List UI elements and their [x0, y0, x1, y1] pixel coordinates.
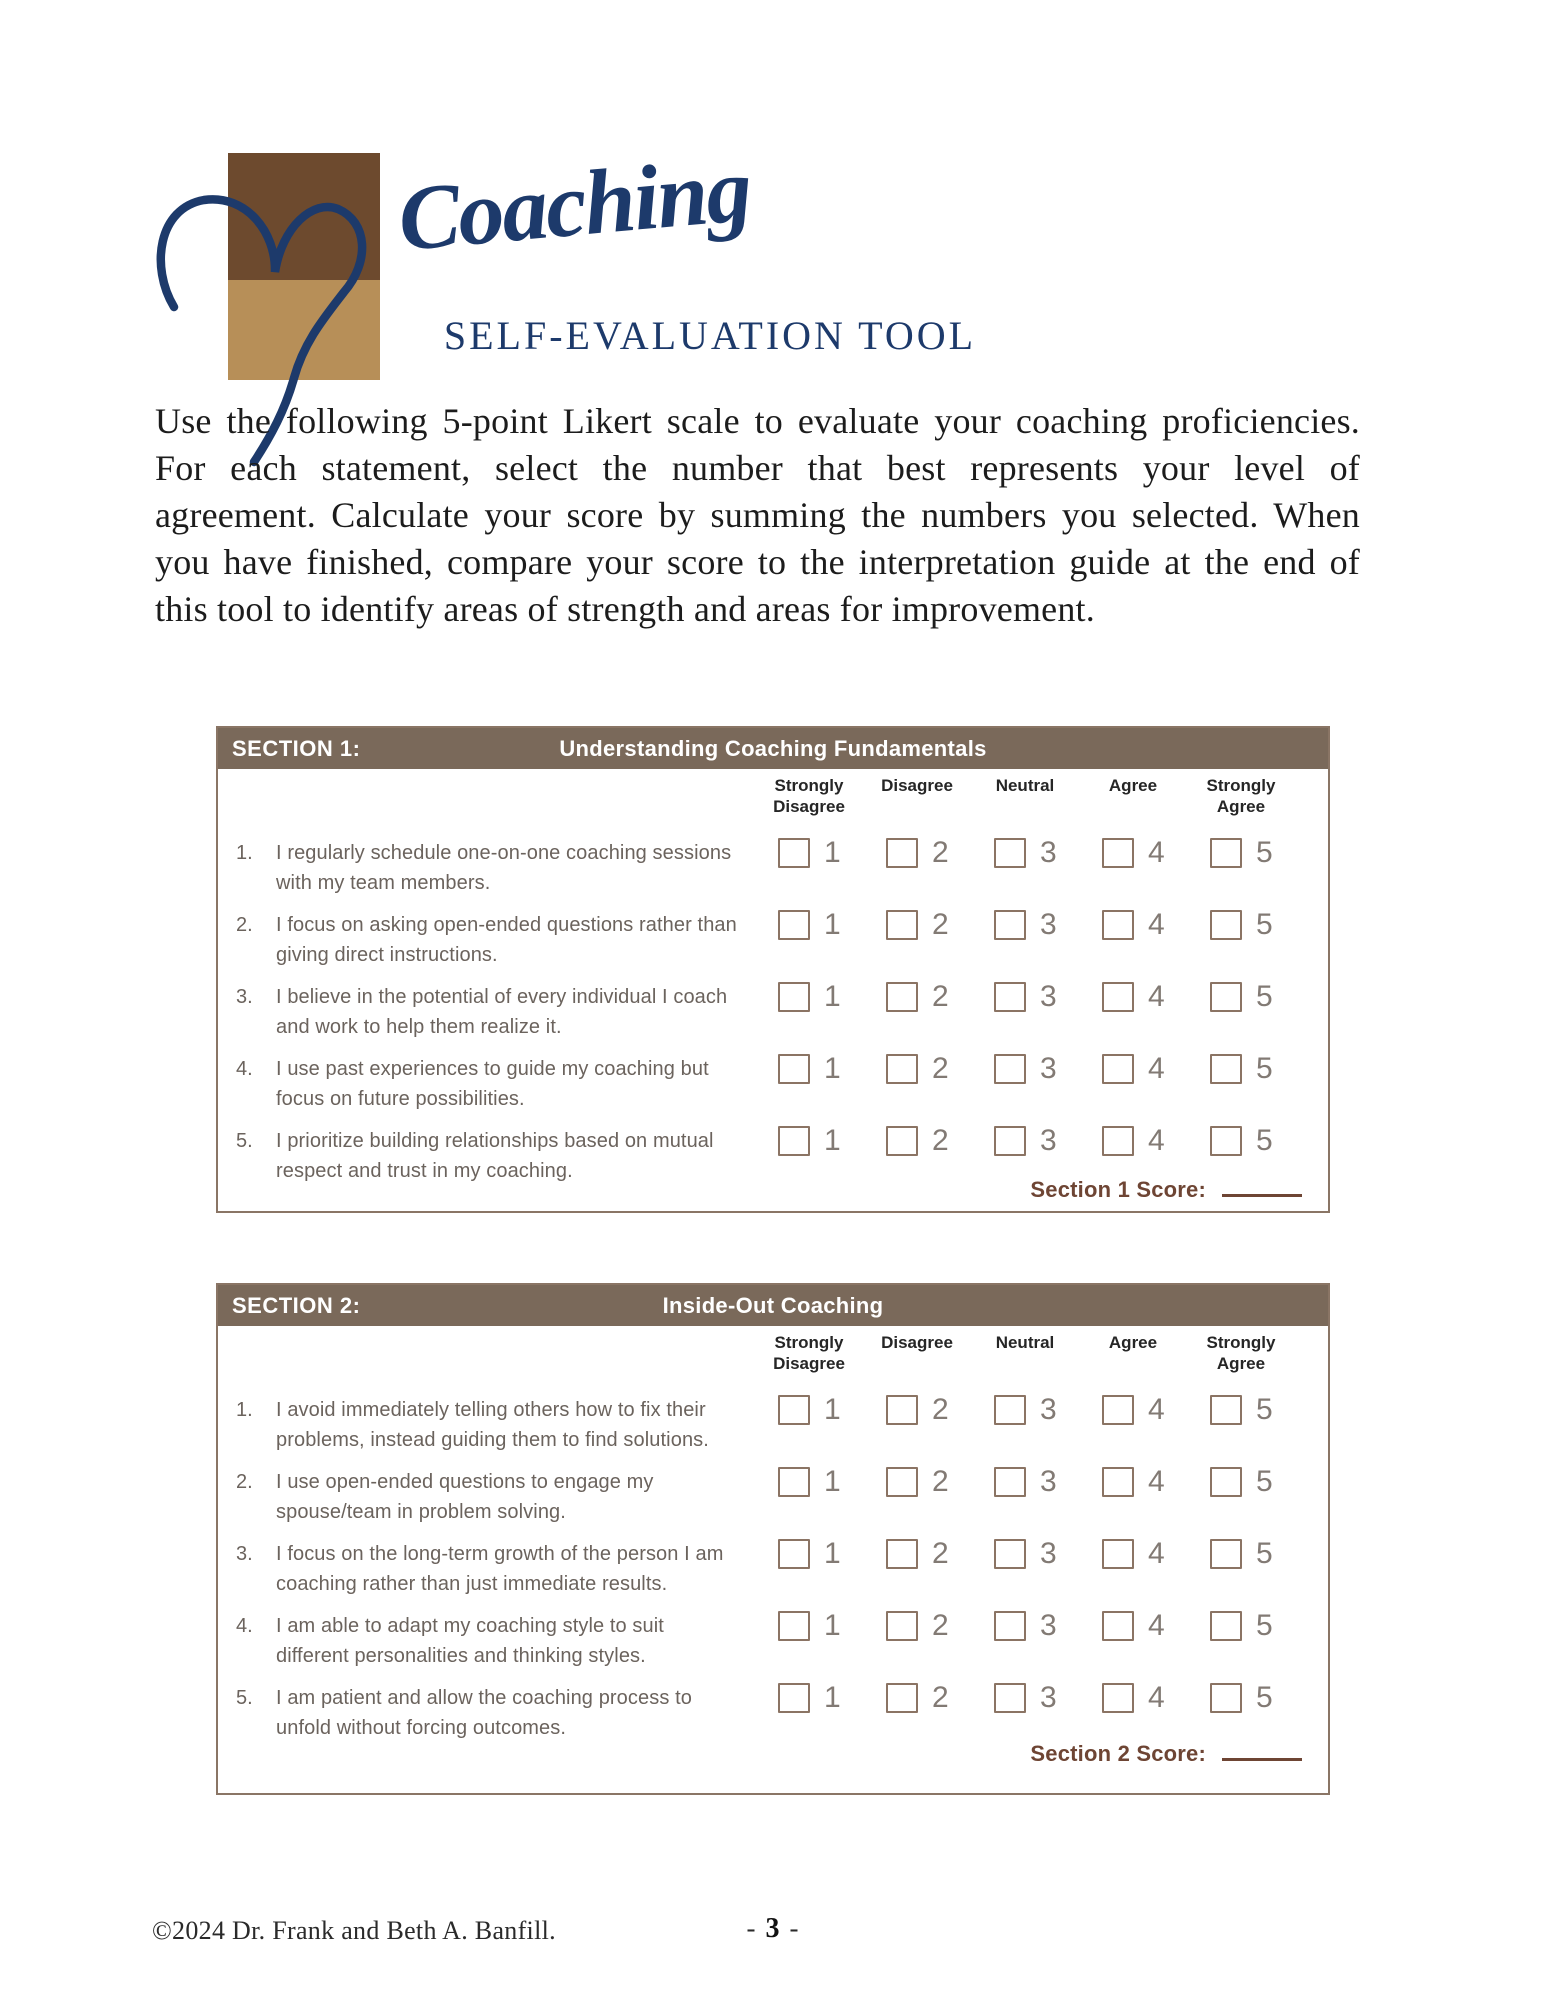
likert-option — [1210, 1681, 1318, 1715]
checkbox-s2-q1-v3[interactable] — [994, 1395, 1026, 1425]
likert-option — [1102, 908, 1210, 942]
scale-value: 2 — [932, 1393, 949, 1426]
statement-text: I am able to adapt my coaching style to suit different personalities and thinking styles. — [276, 1615, 664, 1667]
likert-option — [886, 1052, 994, 1086]
likert-option — [994, 1609, 1102, 1643]
likert-option — [778, 1609, 886, 1643]
checkbox-s2-q2-v1[interactable] — [778, 1467, 810, 1497]
likert-option — [1102, 1124, 1210, 1158]
likert-option — [1210, 836, 1318, 870]
likert-option — [1102, 1609, 1210, 1643]
checkbox-s1-q4-v4[interactable] — [1102, 1054, 1134, 1084]
scale-value: 4 — [1148, 1393, 1165, 1426]
statement-number: 2. — [236, 1471, 253, 1493]
scale-value: 4 — [1148, 1681, 1165, 1714]
statement-text: I focus on asking open-ended questions rather than giving direct instructions. — [276, 914, 737, 966]
scale-value: 1 — [824, 1681, 841, 1714]
scale-label: Disagree — [881, 776, 953, 795]
scale-value: 4 — [1148, 1124, 1165, 1157]
scale-value: 3 — [1040, 1609, 1057, 1642]
checkbox-s2-q2-v3[interactable] — [994, 1467, 1026, 1497]
likert-option — [778, 1537, 886, 1571]
scale-value: 3 — [1040, 908, 1057, 941]
scale-value: 4 — [1148, 1052, 1165, 1085]
likert-option — [1210, 1465, 1318, 1499]
page-number-dash-right: - — [789, 1913, 799, 1943]
page-number — [747, 1913, 799, 1945]
checkbox-s2-q1-v4[interactable] — [1102, 1395, 1134, 1425]
likert-option — [1102, 1465, 1210, 1499]
scale-label: Neutral — [995, 776, 1055, 795]
checkbox-s1-q3-v5[interactable] — [1210, 982, 1242, 1012]
checkbox-s1-q5-v2[interactable] — [886, 1126, 918, 1156]
scale-value: 2 — [932, 908, 949, 941]
scale-value: 2 — [932, 980, 949, 1013]
checkbox-s2-q4-v3[interactable] — [994, 1611, 1026, 1641]
checkbox-s1-q1-v4[interactable] — [1102, 838, 1134, 868]
checkbox-s2-q3-v1[interactable] — [778, 1539, 810, 1569]
likert-options — [778, 838, 1318, 870]
statement-row — [218, 1683, 1318, 1743]
section-2-score-line — [1030, 1741, 1302, 1767]
likert-option — [994, 1465, 1102, 1499]
likert-option — [778, 1124, 886, 1158]
section-1-title: Understanding Coaching Fundamentals — [559, 736, 987, 761]
likert-option — [994, 1124, 1102, 1158]
likert-option — [886, 1124, 994, 1158]
statement-row — [218, 1611, 1318, 1671]
checkbox-s2-q5-v3[interactable] — [994, 1683, 1026, 1713]
likert-option — [1210, 1052, 1318, 1086]
checkbox-s1-q1-v3[interactable] — [994, 838, 1026, 868]
scale-value: 2 — [932, 1681, 949, 1714]
likert-option — [886, 1537, 994, 1571]
checkbox-s2-q3-v2[interactable] — [886, 1539, 918, 1569]
scale-value: 3 — [1040, 1537, 1057, 1570]
likert-option — [994, 1393, 1102, 1427]
scale-value: 5 — [1256, 908, 1273, 941]
likert-option — [1102, 980, 1210, 1014]
statement-row — [218, 910, 1318, 970]
statement-text: I regularly schedule one-on-one coaching sessions with my team members. — [276, 842, 732, 894]
scale-value: 2 — [932, 1465, 949, 1498]
section-2-label: SECTION 2: — [232, 1293, 361, 1318]
checkbox-s2-q2-v4[interactable] — [1102, 1467, 1134, 1497]
scale-value: 4 — [1148, 1609, 1165, 1642]
likert-option — [886, 1609, 994, 1643]
scale-value: 3 — [1040, 836, 1057, 869]
likert-option — [778, 836, 886, 870]
checkbox-s1-q4-v5[interactable] — [1210, 1054, 1242, 1084]
likert-option — [1102, 1393, 1210, 1427]
statement-text: I prioritize building relationships based on mutual respect and trust in my coaching. — [276, 1130, 714, 1182]
scale-value: 4 — [1148, 836, 1165, 869]
likert-option — [994, 836, 1102, 870]
likert-option — [778, 1052, 886, 1086]
scale-label: Neutral — [995, 1333, 1055, 1352]
statement-row — [218, 1054, 1318, 1114]
scale-value: 1 — [824, 1537, 841, 1570]
checkbox-s2-q3-v5[interactable] — [1210, 1539, 1242, 1569]
scale-label: Agree — [1108, 1333, 1158, 1352]
statement-row — [218, 1539, 1318, 1599]
scale-value: 2 — [932, 1052, 949, 1085]
scale-value: 5 — [1256, 1609, 1273, 1642]
scale-label: Agree — [1108, 776, 1158, 795]
statement-number: 1. — [236, 842, 253, 864]
scale-value: 2 — [932, 1537, 949, 1570]
statement-text: I focus on the long-term growth of the person I am coaching rather than just immediate results. — [276, 1543, 724, 1595]
checkbox-s2-q3-v4[interactable] — [1102, 1539, 1134, 1569]
likert-options — [778, 982, 1318, 1014]
checkbox-s2-q2-v2[interactable] — [886, 1467, 918, 1497]
scale-value: 5 — [1256, 980, 1273, 1013]
scale-value: 5 — [1256, 836, 1273, 869]
scale-value: 2 — [932, 1609, 949, 1642]
checkbox-s2-q5-v1[interactable] — [778, 1683, 810, 1713]
checkbox-s2-q4-v4[interactable] — [1102, 1611, 1134, 1641]
page-number-dash-left: - — [746, 1913, 756, 1943]
scale-value: 4 — [1148, 908, 1165, 941]
likert-option — [994, 980, 1102, 1014]
statement-text: I avoid immediately telling others how to fix their problems, instead guiding them to find solutions. — [276, 1399, 709, 1451]
brand-name: Coaching — [394, 137, 754, 271]
scale-value: 1 — [824, 1465, 841, 1498]
likert-options — [778, 1683, 1318, 1715]
statement-text: I believe in the potential of every individual I coach and work to help them realize it. — [276, 986, 728, 1038]
checkbox-s1-q1-v5[interactable] — [1210, 838, 1242, 868]
scale-value: 4 — [1148, 1465, 1165, 1498]
statement-number: 5. — [236, 1687, 253, 1709]
statement-number: 5. — [236, 1130, 253, 1152]
statement-number: 2. — [236, 914, 253, 936]
section-1-score-line — [1030, 1177, 1302, 1203]
checkbox-s1-q3-v3[interactable] — [994, 982, 1026, 1012]
section-2 — [216, 1283, 1330, 1795]
scale-value: 5 — [1256, 1393, 1273, 1426]
scale-value: 1 — [824, 980, 841, 1013]
likert-option — [1102, 1537, 1210, 1571]
section-2-title: Inside-Out Coaching — [662, 1293, 884, 1318]
scale-value: 4 — [1148, 980, 1165, 1013]
scale-value: 3 — [1040, 980, 1057, 1013]
page-title: SELF-EVALUATION TOOL — [443, 313, 977, 358]
checkbox-s1-q1-v2[interactable] — [886, 838, 918, 868]
likert-option — [1210, 1124, 1318, 1158]
score-blank[interactable] — [1222, 1745, 1302, 1761]
copyright-text: ©2024 Dr. Frank and Beth A. Banfill. — [152, 1916, 556, 1945]
likert-option — [886, 1465, 994, 1499]
likert-option — [778, 980, 886, 1014]
checkbox-s1-q5-v4[interactable] — [1102, 1126, 1134, 1156]
statement-number: 3. — [236, 1543, 253, 1565]
checkbox-s2-q1-v1[interactable] — [778, 1395, 810, 1425]
checkbox-s2-q5-v2[interactable] — [886, 1683, 918, 1713]
likert-option — [778, 1681, 886, 1715]
likert-option — [994, 1681, 1102, 1715]
likert-options — [778, 1539, 1318, 1571]
statement-number: 4. — [236, 1058, 253, 1080]
likert-option — [994, 908, 1102, 942]
scale-header-row — [218, 1332, 1318, 1375]
scale-value: 1 — [824, 1609, 841, 1642]
checkbox-s1-q2-v3[interactable] — [994, 910, 1026, 940]
checkbox-s1-q3-v4[interactable] — [1102, 982, 1134, 1012]
checkbox-s1-q1-v1[interactable] — [778, 838, 810, 868]
statement-row — [218, 982, 1318, 1042]
checkbox-s1-q3-v1[interactable] — [778, 982, 810, 1012]
likert-option — [886, 836, 994, 870]
scale-label: Strongly Disagree — [773, 776, 845, 817]
scale-value: 1 — [824, 836, 841, 869]
likert-option — [886, 1681, 994, 1715]
section-1 — [216, 726, 1330, 1213]
checkbox-s1-q2-v5[interactable] — [1210, 910, 1242, 940]
likert-option — [778, 1393, 886, 1427]
statement-text: I use open-ended questions to engage my spouse/team in problem solving. — [276, 1471, 654, 1523]
scale-value: 5 — [1256, 1681, 1273, 1714]
scale-value: 3 — [1040, 1681, 1057, 1714]
scale-label: Disagree — [881, 1333, 953, 1352]
scale-header-row — [218, 775, 1318, 818]
checkbox-s1-q3-v2[interactable] — [886, 982, 918, 1012]
likert-options — [778, 1395, 1318, 1427]
likert-option — [994, 1537, 1102, 1571]
scale-value: 5 — [1256, 1124, 1273, 1157]
scale-value: 1 — [824, 1052, 841, 1085]
scale-value: 2 — [932, 836, 949, 869]
likert-option — [886, 1393, 994, 1427]
likert-option — [1102, 1052, 1210, 1086]
scale-label: Strongly Agree — [1206, 1333, 1276, 1374]
likert-option — [1102, 836, 1210, 870]
checkbox-s1-q4-v3[interactable] — [994, 1054, 1026, 1084]
statement-text: I am patient and allow the coaching process to unfold without forcing outcomes. — [276, 1687, 692, 1739]
statement-number: 4. — [236, 1615, 253, 1637]
checkbox-s2-q4-v1[interactable] — [778, 1611, 810, 1641]
checkbox-s1-q2-v2[interactable] — [886, 910, 918, 940]
statement-row — [218, 838, 1318, 898]
statement-number: 3. — [236, 986, 253, 1008]
checkbox-s2-q3-v3[interactable] — [994, 1539, 1026, 1569]
likert-option — [886, 980, 994, 1014]
scale-value: 5 — [1256, 1052, 1273, 1085]
checkbox-s2-q4-v5[interactable] — [1210, 1611, 1242, 1641]
checkbox-s1-q4-v2[interactable] — [886, 1054, 918, 1084]
likert-option — [1210, 1393, 1318, 1427]
scale-value: 1 — [824, 1393, 841, 1426]
checkbox-s2-q1-v2[interactable] — [886, 1395, 918, 1425]
scale-value: 2 — [932, 1124, 949, 1157]
checkbox-s1-q5-v3[interactable] — [994, 1126, 1026, 1156]
scale-value: 3 — [1040, 1393, 1057, 1426]
statement-row — [218, 1395, 1318, 1455]
likert-option — [778, 908, 886, 942]
likert-options — [778, 1467, 1318, 1499]
scale-value: 5 — [1256, 1465, 1273, 1498]
statement-number: 1. — [236, 1399, 253, 1421]
checkbox-s2-q4-v2[interactable] — [886, 1611, 918, 1641]
likert-options — [778, 1611, 1318, 1643]
intro-paragraph: Use the following 5-point Likert scale to evaluate your coaching proficiencies. For each statement, select the number that best represents your level of agreement. Calculate your score by summing the numbers you selected. When you have finished, compare your score to the interpretation guide at the end of this tool to identify areas of strength and areas for improvement. — [155, 401, 1360, 629]
statement-text: I use past experiences to guide my coaching but focus on future possibilities. — [276, 1058, 709, 1110]
likert-option — [1210, 908, 1318, 942]
likert-options — [778, 1126, 1318, 1158]
checkbox-s1-q2-v1[interactable] — [778, 910, 810, 940]
checkbox-s2-q2-v5[interactable] — [1210, 1467, 1242, 1497]
section-1-label: SECTION 1: — [232, 736, 361, 761]
scale-value: 3 — [1040, 1124, 1057, 1157]
section-1-statements — [218, 838, 1318, 1198]
likert-option — [1210, 1537, 1318, 1571]
scale-value: 3 — [1040, 1465, 1057, 1498]
section-2-header-bar — [218, 1285, 1328, 1326]
scale-value: 3 — [1040, 1052, 1057, 1085]
score-label: Section 2 Score: — [1030, 1741, 1206, 1766]
checkbox-s2-q5-v5[interactable] — [1210, 1683, 1242, 1713]
likert-option — [1210, 980, 1318, 1014]
score-blank[interactable] — [1222, 1181, 1302, 1197]
scale-value: 1 — [824, 908, 841, 941]
checkbox-s2-q5-v4[interactable] — [1102, 1683, 1134, 1713]
scale-label: Strongly Disagree — [773, 1333, 845, 1374]
scale-value: 4 — [1148, 1537, 1165, 1570]
section-1-header-bar — [218, 728, 1328, 769]
likert-options — [778, 1054, 1318, 1086]
checkbox-s1-q4-v1[interactable] — [778, 1054, 810, 1084]
likert-option — [1102, 1681, 1210, 1715]
scale-value: 1 — [824, 1124, 841, 1157]
score-label: Section 1 Score: — [1030, 1177, 1206, 1202]
section-2-statements — [218, 1395, 1318, 1755]
likert-option — [886, 908, 994, 942]
likert-option — [778, 1465, 886, 1499]
checkbox-s1-q2-v4[interactable] — [1102, 910, 1134, 940]
likert-option — [994, 1052, 1102, 1086]
scale-value: 5 — [1256, 1537, 1273, 1570]
checkbox-s2-q1-v5[interactable] — [1210, 1395, 1242, 1425]
checkbox-s1-q5-v1[interactable] — [778, 1126, 810, 1156]
page-number-value: 3 — [765, 1913, 780, 1944]
likert-options — [778, 910, 1318, 942]
statement-row — [218, 1467, 1318, 1527]
checkbox-s1-q5-v5[interactable] — [1210, 1126, 1242, 1156]
likert-option — [1210, 1609, 1318, 1643]
scale-label: Strongly Agree — [1206, 776, 1276, 817]
